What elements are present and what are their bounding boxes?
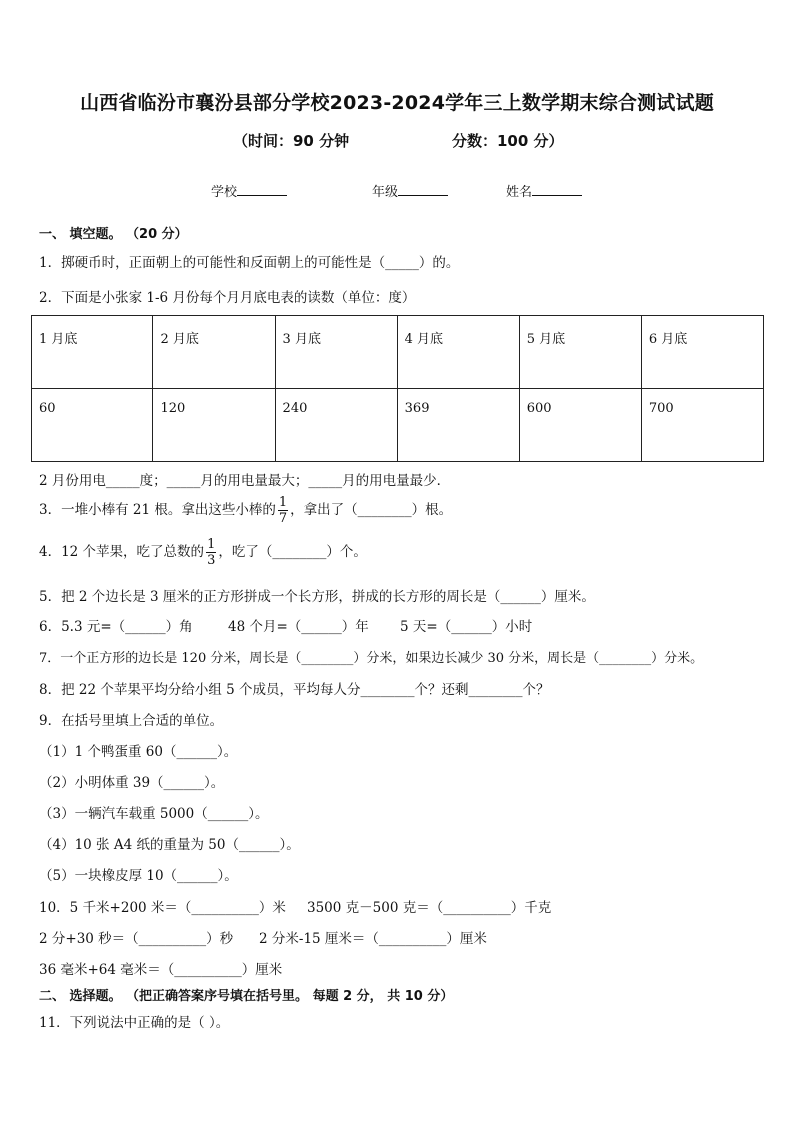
- section-1-title: 一、 填空题。 （20 分）: [39, 227, 188, 242]
- question-5: 5．把 2 个边长是 3 厘米的正方形拼成一个长方形，拼成的长方形的周长是（______）厘米。: [39, 589, 595, 605]
- question-1: 1．掷硬币时，正面朝上的可能性和反面朝上的可能性是（_____）的。: [39, 255, 460, 271]
- school-label: 学校: [211, 185, 238, 200]
- question-4-text: 4．12 个苹果，吃了总数的: [39, 544, 205, 560]
- question-9-item: （2）小明体重 39（______）。: [39, 775, 225, 791]
- table-row: [32, 389, 764, 462]
- question-3-tail: ，拿出了（________）根。: [290, 502, 453, 518]
- table-header-cell: 3 月底: [275, 316, 397, 389]
- table-header-cell: 2 月底: [153, 316, 275, 389]
- question-4-tail: ，吃了（________）个。: [218, 544, 367, 560]
- grade-field[interactable]: [372, 181, 448, 200]
- fraction-one-seventh: [278, 495, 288, 526]
- grade-label: 年级: [372, 185, 399, 200]
- table-header-cell: 5 月底: [519, 316, 641, 389]
- question-9-item: （4）10 张 A4 纸的重量为 50（______）。: [39, 837, 300, 853]
- question-6c: 5 天=（______）小时: [400, 619, 533, 635]
- question-10-row2-b: 2 分米-15 厘米＝（__________）厘米: [259, 931, 487, 947]
- question-9-intro: 9．在括号里填上合适的单位。: [39, 713, 224, 729]
- school-field[interactable]: [211, 181, 287, 200]
- question-7: 7．一个正方形的边长是 120 分米，周长是（________）分米，如果边长减少 30 分米，周长是（________）分米。: [39, 651, 704, 666]
- fraction-numerator: 1: [207, 537, 216, 552]
- question-2-intro: 2．下面是小张家 1-6 月份每个月月底电表的读数（单位：度）: [39, 290, 416, 306]
- question-10-row1-a: 10．5 千米+200 米＝（__________）米: [39, 900, 286, 916]
- question-3-text: 3．一堆小棒有 21 根。拿出这些小棒的: [39, 502, 276, 518]
- table-cell: 60: [32, 389, 153, 462]
- table-header-cell: 1 月底: [32, 316, 153, 389]
- table-cell: 700: [641, 389, 763, 462]
- table-header-row: [32, 316, 764, 389]
- question-4: [39, 537, 367, 568]
- question-6a: 6．5.3 元=（______）角: [39, 619, 193, 635]
- table-cell: 240: [275, 389, 397, 462]
- question-10-row1-b: 3500 克－500 克＝（__________）千克: [307, 900, 552, 916]
- question-6b: 48 个月=（______）年: [228, 619, 369, 635]
- table-header-cell: 6 月底: [641, 316, 763, 389]
- table-cell: 120: [153, 389, 275, 462]
- section-2-title: 二、 选择题。 （把正确答案序号填在括号里。 每题 2 分， 共 10 分）: [39, 989, 454, 1004]
- question-10-row3: 36 毫米+64 毫米＝（__________）厘米: [39, 962, 283, 978]
- question-9-item: （5）一块橡皮厚 10（______）。: [39, 868, 238, 884]
- name-blank[interactable]: [532, 183, 582, 196]
- question-9-item: （3）一辆汽车载重 5000（______）。: [39, 806, 269, 822]
- question-3: [39, 495, 452, 526]
- question-10-row2-a: 2 分+30 秒＝（__________）秒: [39, 931, 234, 947]
- fraction-numerator: 1: [278, 495, 288, 510]
- question-8: 8．把 22 个苹果平均分给小组 5 个成员，平均每人分________个？还剩________个？: [39, 682, 550, 698]
- fraction-denominator: 7: [278, 511, 288, 526]
- question-11: 11．下列说法中正确的是（ ）。: [39, 1015, 230, 1031]
- table-header-cell: 4 月底: [397, 316, 519, 389]
- exam-score: 分数：100 分）: [452, 132, 564, 150]
- name-field[interactable]: [506, 181, 582, 200]
- table-cell: 369: [397, 389, 519, 462]
- fraction-denominator: 3: [207, 553, 216, 568]
- question-9-item: （1）1 个鸭蛋重 60（______）。: [39, 744, 238, 760]
- meter-readings-table: [31, 315, 764, 462]
- question-2-blanks: 2 月份用电_____度；_____月的用电量最大；_____月的用电量最少．: [39, 473, 451, 489]
- grade-blank[interactable]: [398, 183, 448, 196]
- page-title: 山西省临汾市襄汾县部分学校2023-2024学年三上数学期末综合测试试题: [80, 92, 714, 114]
- school-blank[interactable]: [237, 183, 287, 196]
- exam-time: （时间：90 分钟: [233, 132, 350, 150]
- name-label: 姓名: [506, 185, 533, 200]
- fraction-one-third: [206, 537, 216, 568]
- table-cell: 600: [519, 389, 641, 462]
